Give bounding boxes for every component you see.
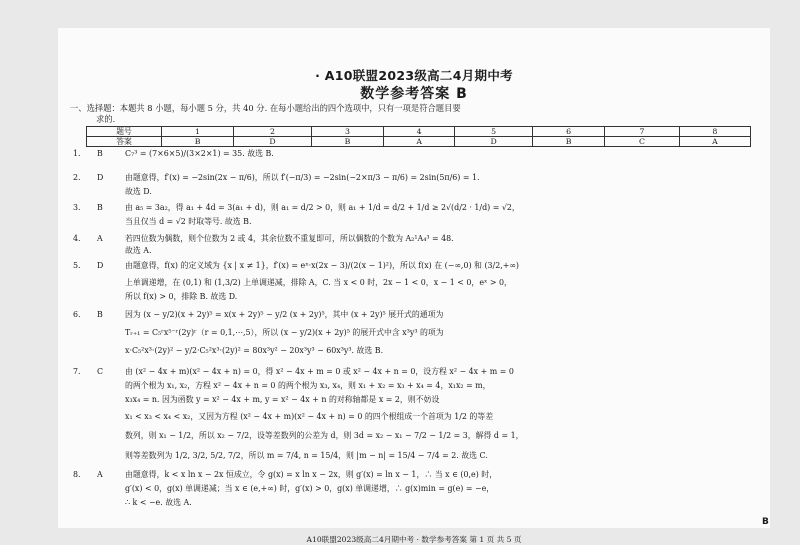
solution-line: 的两个根为 x₁, x₂，方程 x² − 4x + n = 0 的两个根为 x₃, x₄，则 x₁ + x₂ = x₃ + x₄ = 4，x₁x₂ = m， bbox=[125, 381, 491, 390]
corner-version-mark: B bbox=[762, 517, 769, 527]
question-answer: C bbox=[97, 367, 104, 376]
solution-line: ∴ k < −e. 故选 A. bbox=[125, 498, 192, 507]
page-footer: A10联盟2023级高二4月期中考 · 数学参考答案 第 1 页 共 5 页 bbox=[306, 535, 522, 544]
question-answer: D bbox=[97, 261, 104, 270]
answer-table bbox=[86, 126, 751, 147]
question-answer: B bbox=[97, 149, 103, 158]
question-answer: B bbox=[97, 203, 103, 212]
table-cell-answer: D bbox=[455, 137, 533, 147]
solution-line: 若四位数为偶数，则个位数为 2 或 4，其余位数不重复即可，所以偶数的个数为 A₂¹A₄³ = 48. bbox=[125, 234, 454, 243]
question-answer: D bbox=[97, 173, 104, 182]
instructions-line-1: 一、选择题：本题共 8 小题，每小题 5 分，共 40 分. 在每小题给出的四个选项中，只有一项是符合题目要 bbox=[70, 103, 461, 113]
table-cell-number: 3 bbox=[311, 127, 383, 137]
question-answer: A bbox=[97, 470, 103, 479]
table-cell-number: 6 bbox=[533, 127, 605, 137]
question-answer: A bbox=[97, 234, 103, 243]
question-number: 5. bbox=[73, 261, 81, 270]
table-header-number: 题号 bbox=[87, 127, 162, 137]
solution-line: 则等差数列为 1/2, 3/2, 5/2, 7/2，所以 m = 7/4, n = 15/4，则 |m − n| = 15/4 − 7/4 = 2. 故选 C. bbox=[125, 451, 488, 460]
solution-line: x₃x₄ = n. 因为函数 y = x² − 4x + m, y = x² − 4x + n 的对称轴都是 x = 2，则不妨设 bbox=[125, 395, 440, 404]
solution-line: 故选 D. bbox=[125, 187, 152, 196]
solution-line: 由 a₅ = 3a₂，得 a₁ + 4d = 3(a₁ + d)，则 a₁ = d/2 > 0，则 a₁ + 1/d = d/2 + 1/d ≥ 2√(d/2 · 1/d) = √2， bbox=[125, 203, 520, 212]
table-cell-answer: A bbox=[679, 137, 750, 147]
solution-line: x·C₅²x³·(2y)² − y/2·C₅²x³·(2y)² = 80x³y² − 20x³y³ − 60x³y³. 故选 B. bbox=[125, 346, 384, 355]
question-number: 2. bbox=[73, 173, 81, 182]
solution-line: 数列，则 x₁ − 1/2，所以 x₂ − 7/2，设等差数列的公差为 d，则 3d = x₂ − x₁ − 7/2 − 1/2 = 3，解得 d = 1， bbox=[125, 431, 524, 440]
question-number: 1. bbox=[73, 149, 81, 158]
table-cell-number: 2 bbox=[234, 127, 312, 137]
solution-line: 上单调递增，在 (0,1) 和 (1,3/2) 上单调递减，排除 A，C. 当 x < 0 时，2x − 1 < 0，x − 1 < 0，eˣ > 0， bbox=[125, 278, 512, 287]
solution-line: 因为 (x − y/2)(x + 2y)⁵ = x(x + 2y)⁵ − y/2 (x + 2y)⁵，其中 (x + 2y)⁵ 展开式的通项为 bbox=[125, 310, 444, 319]
solution-line: 当且仅当 d = √2 时取等号. 故选 B. bbox=[125, 217, 252, 226]
instructions-line-2: 求的. bbox=[96, 114, 116, 124]
solution-line: 由题意得，f′(x) = −2sin(2x − π/6)，所以 f′(−π/3) = −2sin(−2×π/3 − π/6) = 2sin(5π/6) = 1. bbox=[125, 173, 480, 182]
table-cell-number: 8 bbox=[679, 127, 750, 137]
answer-key-title: 数学参考答案 B bbox=[360, 86, 468, 102]
question-number: 4. bbox=[73, 234, 81, 243]
question-number: 3. bbox=[73, 203, 81, 212]
table-cell-number: 5 bbox=[455, 127, 533, 137]
table-cell-answer: C bbox=[605, 137, 680, 147]
solution-line: 由 (x² − 4x + m)(x² − 4x + n) = 0，得 x² − 4x + m = 0 或 x² − 4x + n = 0，设方程 x² − 4x + m = 0 bbox=[125, 367, 514, 376]
solution-line: Tᵣ₊₁ = C₅ʳx⁵⁻ʳ(2y)ʳ（r = 0,1,⋯,5），所以 (x − y/2)(x + 2y)⁵ 的展开式中含 x³y³ 的项为 bbox=[125, 328, 444, 337]
table-cell-number: 7 bbox=[605, 127, 680, 137]
section-instructions bbox=[70, 103, 760, 125]
question-number: 7. bbox=[73, 367, 81, 376]
question-number: 8. bbox=[73, 470, 81, 479]
table-cell-answer: B bbox=[162, 137, 234, 147]
question-answer: B bbox=[97, 310, 103, 319]
solution-line: 所以 f(x) > 0，排除 B. 故选 D. bbox=[125, 292, 238, 301]
table-cell-number: 4 bbox=[384, 127, 455, 137]
answer-table-row-numbers bbox=[87, 127, 751, 137]
table-cell-answer: D bbox=[234, 137, 312, 147]
solution-line: g′(x) < 0，g(x) 单调递减；当 x ∈ (e,+∞) 时，g′(x) > 0，g(x) 单调递增，∴ g(x)min = g(e) = −e， bbox=[125, 484, 495, 493]
solution-line: x₁ < x₃ < x₄ < x₂，又因为方程 (x² − 4x + m)(x² − 4x + n) = 0 的四个根组成一个首项为 1/2 的等差 bbox=[125, 412, 494, 421]
table-cell-number: 1 bbox=[162, 127, 234, 137]
question-number: 6. bbox=[73, 310, 81, 319]
table-header-answer: 答案 bbox=[87, 137, 162, 147]
answer-table-row-answers bbox=[87, 137, 751, 147]
table-cell-answer: B bbox=[311, 137, 383, 147]
answer-sheet-page bbox=[58, 28, 770, 544]
solution-line: C₇³ = (7×6×5)/(3×2×1) = 35. 故选 B. bbox=[125, 149, 274, 158]
table-cell-answer: A bbox=[384, 137, 455, 147]
table-cell-answer: B bbox=[533, 137, 605, 147]
exam-title: · A10联盟2023级高二4月期中考 bbox=[315, 68, 513, 83]
solution-line: 由题意得，f(x) 的定义域为 {x | x ≠ 1}，f′(x) = eˣ·x(2x − 3)/(2(x − 1)²)，所以 f(x) 在 (−∞,0) 和 (3/2,+∞) bbox=[125, 261, 519, 270]
solution-line: 由题意得，k < x ln x − 2x 恒成立，令 g(x) = x ln x − 2x，则 g′(x) = ln x − 1，∴ 当 x ∈ (0,e) 时， bbox=[125, 470, 498, 479]
solution-line: 故选 A. bbox=[125, 246, 152, 255]
